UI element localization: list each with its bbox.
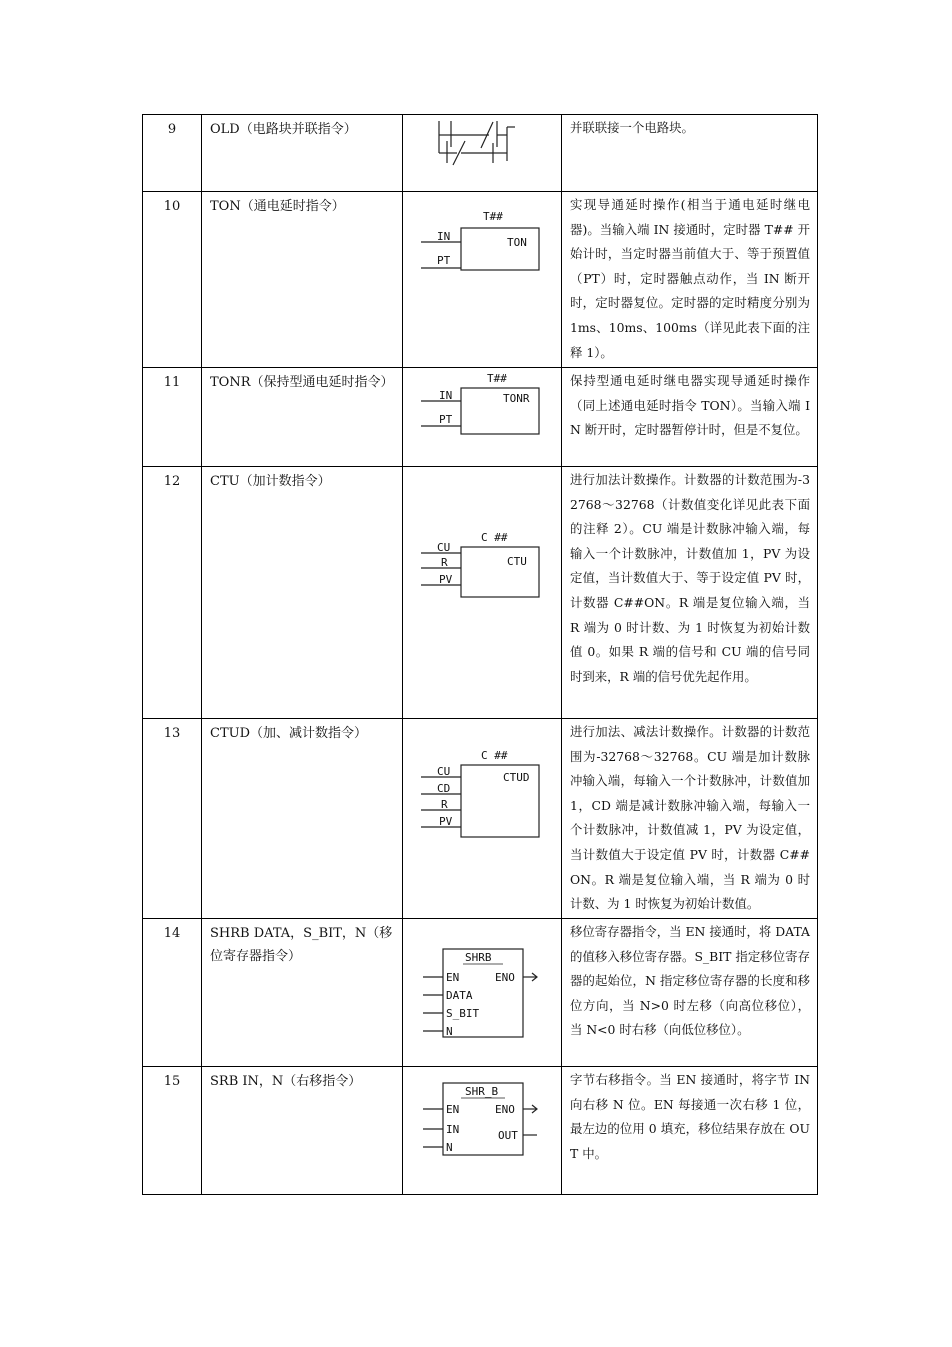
row-number: 13 — [143, 719, 202, 919]
pin-label: EN — [446, 1103, 460, 1116]
instruction-description: 进行加法计数操作。计数器的计数范围为-32768～32768（计数值变化详见此表下面的注释 2）。CU 端是计数脉冲输入端，每输入一个计数脉冲，计数值加 1，PV 为设定值，当计数值大于、等于设定值 PV 时，计数器 C##ON。R 端是复位输入端，当 R 端为 0 时计数、为 1 时恢复为初始计数值 0。如果 R 端的信号和 CU 端的信号同时到来，R 端的信号优先起作用。 — [562, 467, 818, 719]
pin-label: CU — [437, 541, 451, 554]
block-title: SHRB — [465, 951, 492, 964]
pin-label: N — [446, 1025, 453, 1038]
ladder-symbol — [403, 368, 562, 467]
table-row — [143, 192, 818, 368]
ladder-symbol — [403, 115, 562, 192]
pin-label: PV — [439, 815, 453, 828]
table-row — [143, 1067, 818, 1195]
block-op: TON — [507, 236, 527, 249]
row-number: 14 — [143, 919, 202, 1067]
ladder-symbol — [403, 467, 562, 719]
pin-label: PT — [437, 254, 451, 267]
pin-label: IN — [439, 389, 453, 402]
pin-label: N — [446, 1141, 453, 1154]
ladder-symbol — [403, 719, 562, 919]
block-op: TONR — [503, 392, 530, 405]
tonr-block-diagram — [403, 368, 561, 465]
instruction-description: 进行加法、减法计数操作。计数器的计数范围为-32768～32768。CU 端是加计数脉冲输入端，每输入一个计数脉冲，计数值加 1，CD 端是减计数脉冲输入端，每输入一个计数脉冲，计数值减 1，PV 为设定值，当计数值大于设定值 PV 时，计数器 C##ON。R 端是复位输入端，当 R 端为 0 时计数、为 1 时恢复为初始计数值。 — [562, 719, 818, 919]
block-op: CTU — [507, 555, 527, 568]
row-number: 9 — [143, 115, 202, 192]
pin-label: PV — [439, 573, 453, 586]
pin-label: IN — [437, 230, 451, 243]
instruction-description: 实现导通延时操作(相当于通电延时继电器)。当输入端 IN 接通时，定时器 T## 开始计时，当定时器当前值大于、等于预置值（PT）时，定时器触点动作，当 IN 断开时，定时器复位。定时器的定时精度分别为 1ms、10ms、100ms（详见此表下面的注释 1）。 — [562, 192, 818, 368]
instruction-name: TON（通电延时指令） — [202, 192, 403, 368]
instruction-table — [142, 114, 818, 1195]
pin-label: CU — [437, 765, 451, 778]
pin-label: CD — [437, 782, 451, 795]
table-row — [143, 115, 818, 192]
pin-label: ENO — [495, 971, 515, 984]
pin-label: R — [441, 798, 448, 811]
ladder-symbol — [403, 1067, 562, 1195]
block-op: CTUD — [503, 771, 530, 784]
pin-label: EN — [446, 971, 460, 984]
block-title: C ## — [481, 531, 508, 544]
pin-label: ENO — [495, 1103, 515, 1116]
instruction-description: 字节右移指令。当 EN 接通时，将字节 IN 向右移 N 位。EN 每接通一次右移 1 位，最左边的位用 0 填充，移位结果存放在 OUT 中。 — [562, 1067, 818, 1195]
table-row — [143, 919, 818, 1067]
ladder-symbol — [403, 919, 562, 1067]
ctu-block-diagram — [403, 467, 561, 717]
table-row — [143, 368, 818, 467]
ton-block-diagram — [403, 192, 561, 366]
row-number: 15 — [143, 1067, 202, 1195]
pin-label: PT — [439, 413, 453, 426]
pin-label: IN — [446, 1123, 460, 1136]
row-number: 12 — [143, 467, 202, 719]
instruction-name: TONR（保持型通电延时指令） — [202, 368, 403, 467]
block-title: C ## — [481, 749, 508, 762]
pin-label: DATA — [446, 989, 473, 1002]
instruction-name: CTUD（加、减计数指令） — [202, 719, 403, 919]
ctud-block-diagram — [403, 719, 561, 917]
instruction-description: 保持型通电延时继电器实现导通延时操作（同上述通电延时指令 TON）。当输入端 IN 断开时，定时器暂停计时，但是不复位。 — [562, 368, 818, 467]
shrb-block-diagram — [403, 919, 561, 1065]
instruction-name: OLD（电路块并联指令） — [202, 115, 403, 192]
block-title: T## — [483, 210, 503, 223]
shr-b-block-diagram — [403, 1067, 561, 1193]
ladder-symbol — [403, 192, 562, 368]
row-number: 10 — [143, 192, 202, 368]
instruction-name: SHRB DATA，S_BIT，N（移位寄存器指令） — [202, 919, 403, 1067]
instruction-description: 并联联接一个电路块。 — [562, 115, 818, 192]
table-row — [143, 719, 818, 919]
table-row — [143, 467, 818, 719]
pin-label: R — [441, 556, 448, 569]
old-parallel-block-diagram — [403, 115, 561, 190]
block-title: T## — [487, 372, 507, 385]
instruction-name: CTU（加计数指令） — [202, 467, 403, 719]
instruction-name: SRB IN，N（右移指令） — [202, 1067, 403, 1195]
pin-label: S_BIT — [446, 1007, 480, 1020]
instruction-description: 移位寄存器指令，当 EN 接通时，将 DATA 的值移入移位寄存器。S_BIT 指定移位寄存器的起始位，N 指定移位寄存器的长度和移位方向，当 N>0 时左移（向高位移位），当 N<0 时右移（向低位移位）。 — [562, 919, 818, 1067]
pin-label: OUT — [498, 1129, 518, 1142]
block-title: SHR_B — [465, 1085, 499, 1098]
row-number: 11 — [143, 368, 202, 467]
